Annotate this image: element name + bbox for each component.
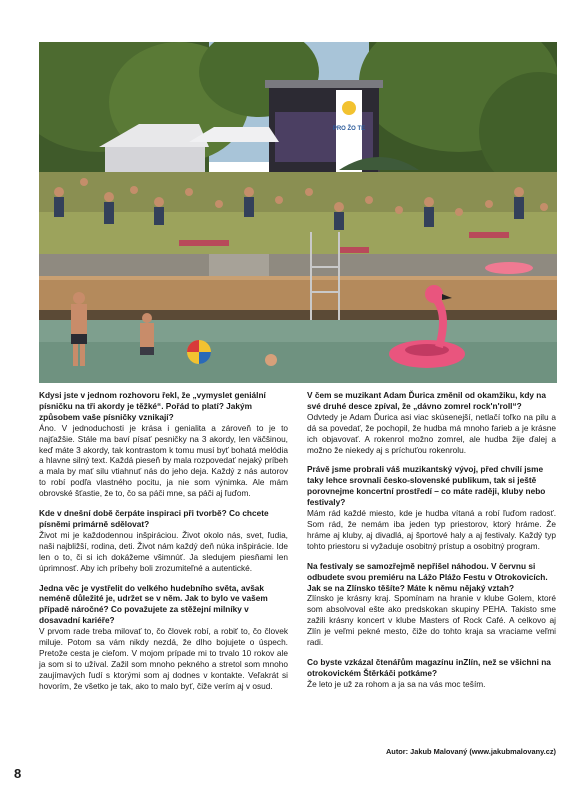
festival-beach-photo xyxy=(39,42,557,383)
author-credit: Autor: Jakub Malovaný (www.jakubmalovany.cz) xyxy=(385,747,556,756)
interview-question: Na festivaly se samozřejmě nepřišel náhodou. V červnu si odbudete svou premiéru na Lážo Plážo Festu v Otrokovicích. Jak se na Zlínsko těšíte? Máte k němu nějaký vztah? xyxy=(307,560,548,593)
interview-question: Jedna věc je vystřelit do velkého hudebního světa, avšak neméně důležité je, udržet se v něm. Jak to bylo ve vašem případě náročné? Co považujete za stěžejní milníky v dosavadní kariéře? xyxy=(39,582,268,626)
left-column xyxy=(39,390,288,701)
interview-answer: V prvom rade treba milovať to, čo človek robí, a robiť to, čo človek miluje. Potom sa vám nikdy nezdá, že dlho bojujete o úspech. Pretože cesta je cieľom. V mojom prípade mi to trvalo 10 rokov ale ja som si to užíval. Zažil som mnoho pekného a stretol som mnoho zaujímavých ľudí s ktorými som aj dodnes v kontakte. Veľakrát si hovorím, že všetko je tak, ako to malo byť, čiže verím aj v osud. xyxy=(39,626,288,691)
interview-question: Kde v dnešní době čerpáte inspiraci při tvorbě? Co chcete písněmi primárně sdělovat? xyxy=(39,508,269,529)
interview-question: Právě jsme probrali váš muzikantský vývoj, před chvílí jsme taky lehce srovnali česko-slovenské publikum, tak si ještě porovnejme koncertní prostředí – co máte raději, kluby nebo festivaly? xyxy=(307,464,546,508)
interview-question: Kdysi jste v jednom rozhovoru řekl, že „vymyslet geniální písničku na tři akordy je těžké“. Pořád to platí? Jakým způsobem vaše písničky vznikají? xyxy=(39,390,266,422)
interview-question: V čem se muzikant Adam Ďurica změnil od okamžiku, kdy na své druhé desce zpíval, že „dávno zomrel rock'n'roll“? xyxy=(307,390,546,411)
page-number: 8 xyxy=(14,766,22,781)
interview-answer: Mám rád každé miesto, kde je hudba vítaná a robí ľuďom radosť. Som rád, že nemám iba jeden typ priestorov, ktorý hráme. Že hráme aj kluby, aj divadlá, aj športové haly a aj festivaly. Každý typ tohto priestoru si vyžaduje osobitný prístup a osobitný program. xyxy=(307,508,556,551)
interview-answer: Život mi je každodennou inšpiráciou. Život okolo nás, svet, ľudia, naši najbližší, rodina, deti. Život nám každý deň núka inšpirácie. Ide len o to, či si ich dokážeme všimnúť. Ja sledujem piesňami len úprimnosť. Aby ich príbehy boli zrozumiteľné a autentické. xyxy=(39,529,288,573)
interview-answer: Odvtedy je Adam Ďurica asi viac skúsenejší, netlačí toľko na pilu a dá sa povedať, že pochopil, že hudba má mnoho farieb a je krásne ich objavovať. A rokenrol možno zomrel, ale hudba žije ďalej a možno že niekedy aj s príchuťou rokenrolu. xyxy=(307,411,556,455)
interview-answer: Že leto je už za rohom a ja sa na vás moc teším. xyxy=(307,678,486,689)
right-column xyxy=(307,390,556,699)
interview-answer: Áno. V jednoduchosti je krása i genialita a zároveň to je to najťažšie. Stále ma baví písať pesničky na 3 akordy, len väčšinou, keď máte 3 akordy, tak kontrastom k tomu musí byť bohatá melódia a hlavne silný text. Každá pieseň by mala rozpovedať nejaký príbeh a mala by mať silu vtiahnuť nás do jeho deja. Každý z nás autorov to robí podľa vlastného pocitu, ja nie som výnimka. Ale mám obrovské šťastie, že to, čo sa páči mne, sa páči aj ľuďom. xyxy=(39,422,288,499)
banner-text: PRO ŽO TE xyxy=(332,126,366,132)
interview-answer: Zlínsko je krásny kraj. Spomínam na hranie v klube Golem, ktoré som absolvoval ešte ako predskokan skupiny PEHA. Takisto sme zažili krásny koncert v klube Masters of Rock Café. A celkovo aj Zlín je veľmi pekné mesto, čiže do tohto kraja sa vraciame veľmi radi. xyxy=(307,593,556,648)
interview-question: Co byste vzkázal čtenářům magazínu inZlín, než se všichni na otrokovickém Štěrkáči potkáme? xyxy=(307,656,551,678)
